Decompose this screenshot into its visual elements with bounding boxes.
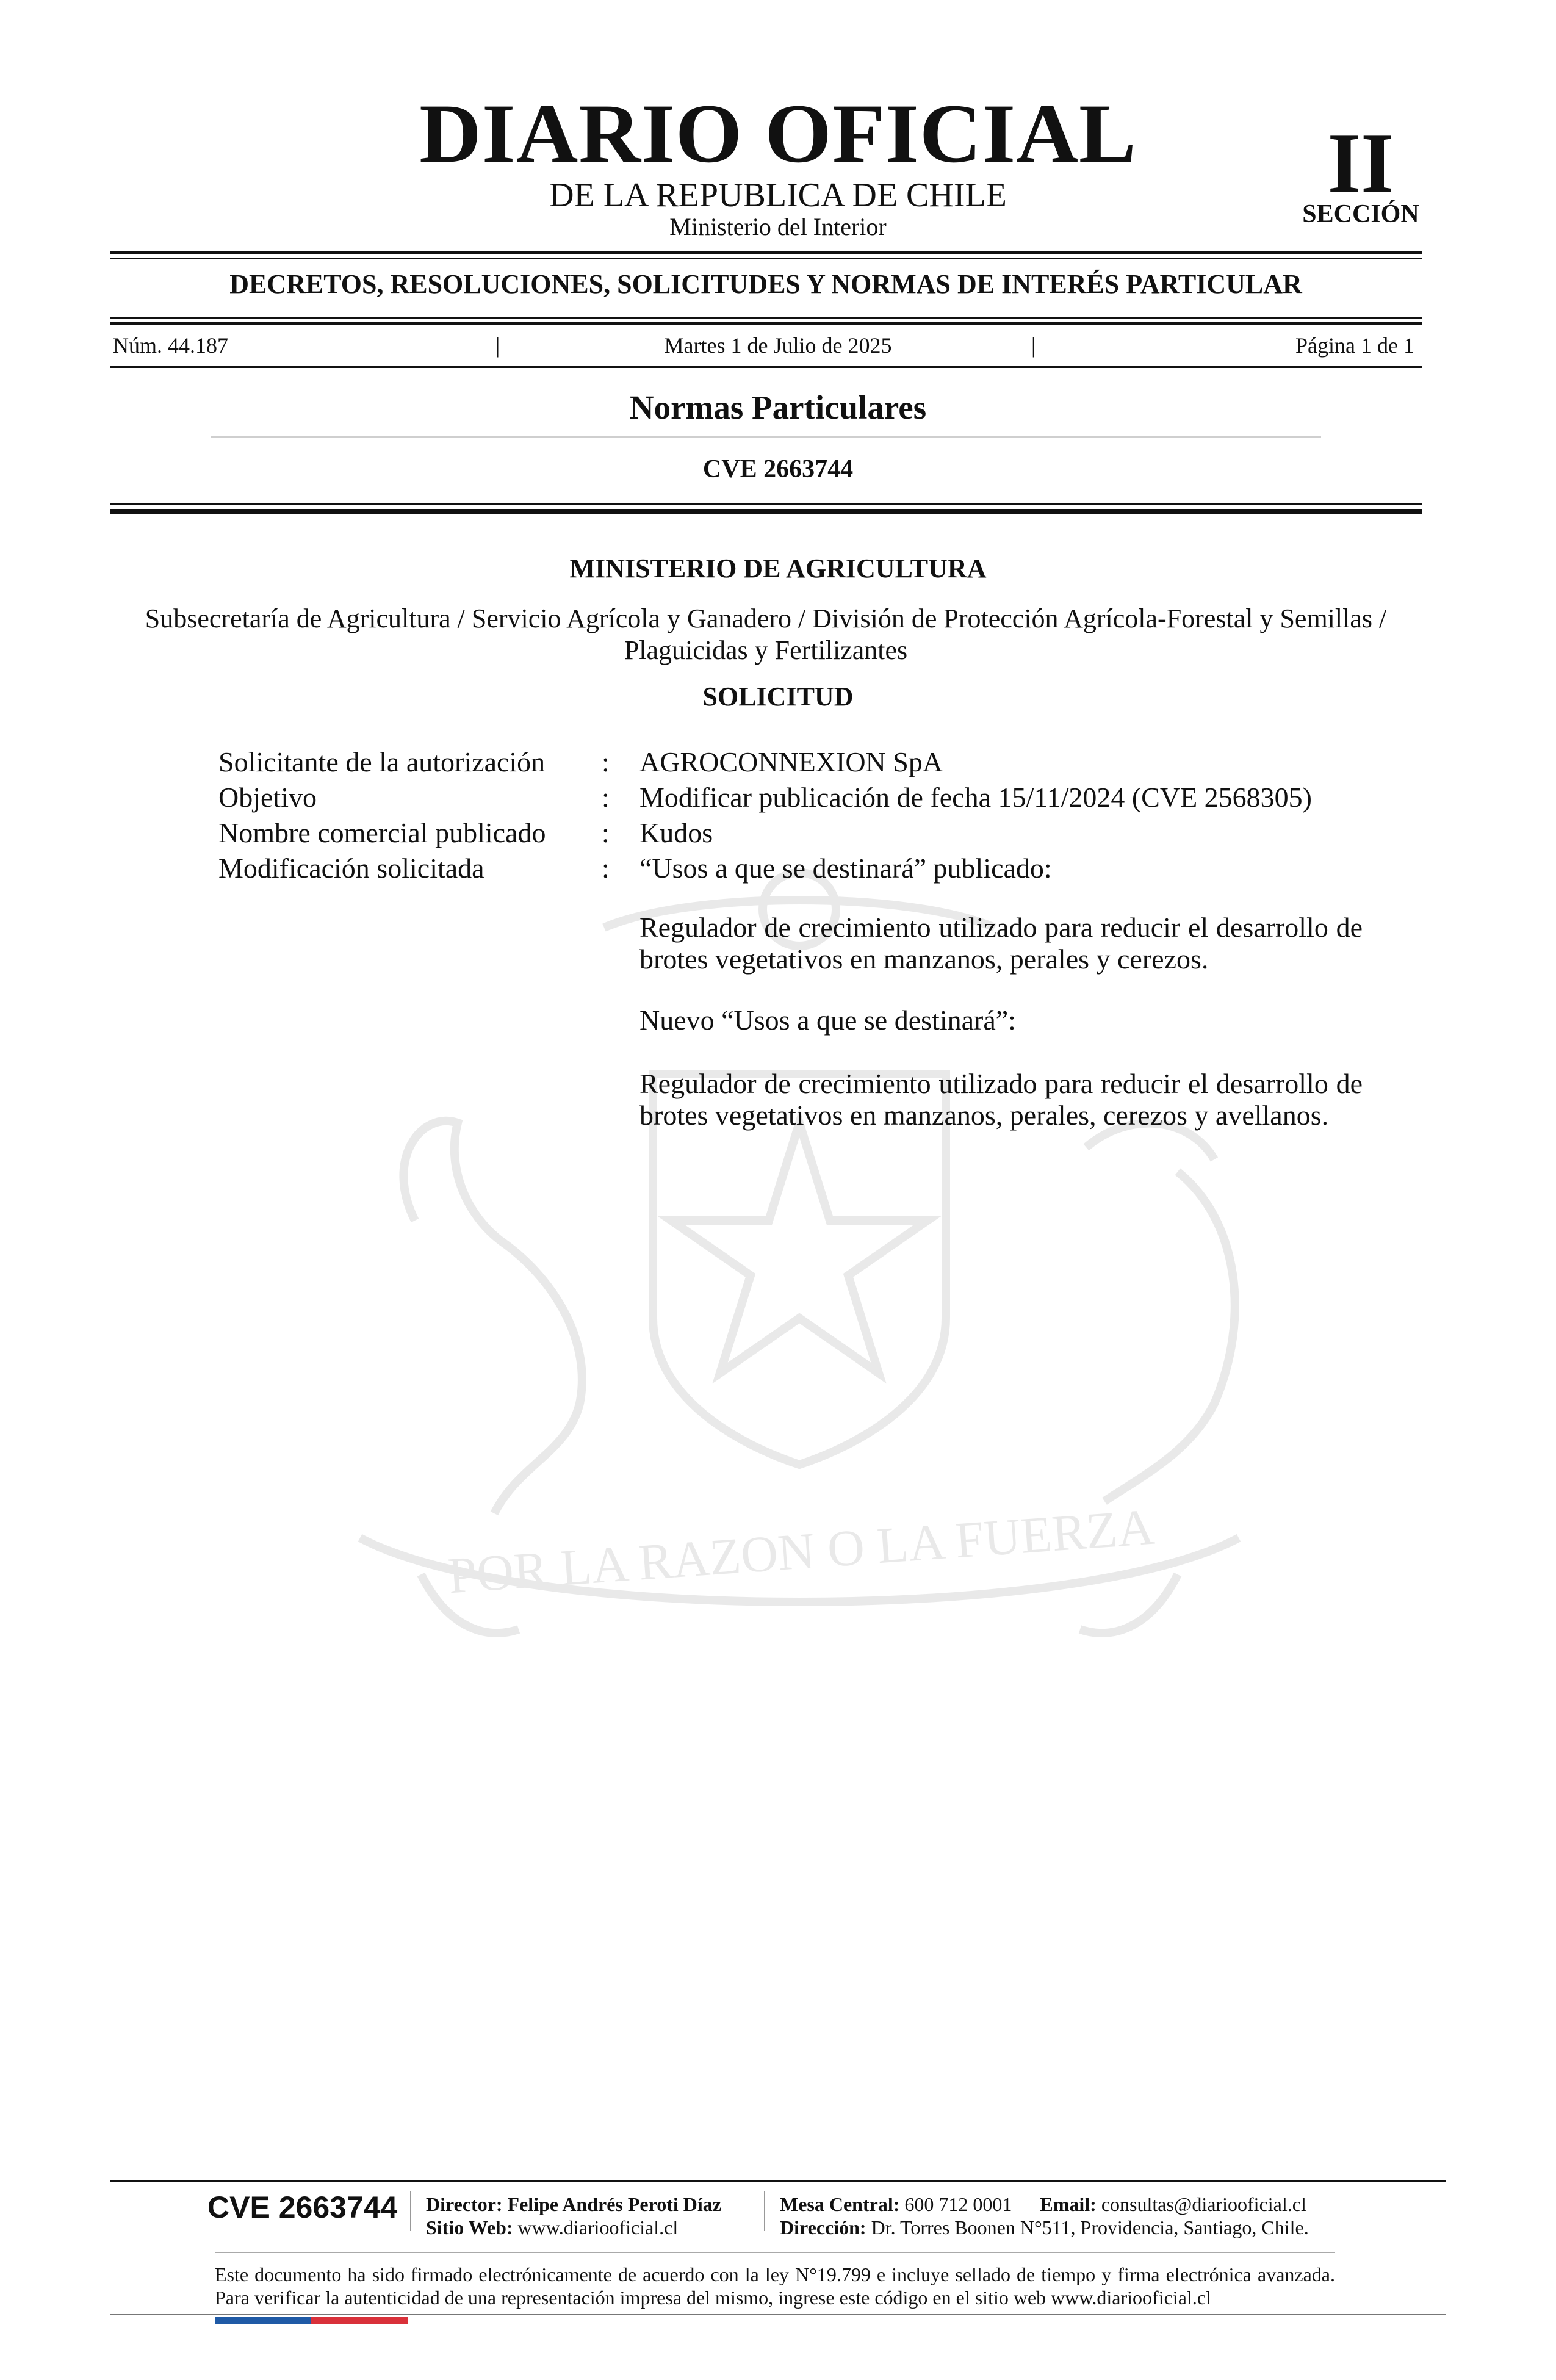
- footer-director-label: Director:: [426, 2193, 503, 2215]
- footer-legal-notice: Este documento ha sido firmado electrónicamente de acuerdo con la ley N°19.799 e incluye sellado de tiempo y firma electrónica avanzada. Para verificar la autenticidad de una representación impresa del mismo, ingrese este código en el sitio web www.diariooficial.cl: [215, 2263, 1335, 2309]
- section-title-underline: [211, 436, 1321, 438]
- ministry-name: MINISTERIO DE AGRICULTURA: [569, 554, 987, 583]
- section-banner: DECRETOS, RESOLUCIONES, SOLICITUDES Y NORMAS DE INTERÉS PARTICULAR: [229, 269, 1302, 299]
- field-label: Solicitante de la autorización: [218, 746, 546, 777]
- footer-divider: [764, 2191, 765, 2231]
- footer-address-label: Dirección:: [780, 2216, 866, 2238]
- field-separator: :: [602, 853, 610, 884]
- masthead-subtitle: DE LA REPUBLICA DE CHILE: [549, 176, 1007, 214]
- field-label: Modificación solicitada: [218, 853, 484, 884]
- footer-director-name: Felipe Andrés Peroti Díaz: [507, 2193, 721, 2215]
- field-separator: :: [602, 746, 610, 777]
- meta-rule: [110, 366, 1422, 368]
- field-separator: :: [602, 817, 610, 848]
- footer-email-link[interactable]: consultas@diariooficial.cl: [1101, 2193, 1306, 2215]
- meta-separator: |: [495, 333, 500, 358]
- footer-contact: [780, 2194, 1306, 2214]
- masthead-title: DIARIO OFICIAL: [419, 87, 1137, 180]
- footer-website-link[interactable]: www.diariooficial.cl: [517, 2216, 679, 2238]
- paragraph-new-uses-heading: Nuevo “Usos a que se destinará”:: [639, 1004, 1016, 1036]
- footer-divider: [410, 2191, 411, 2231]
- masthead-ministry: Ministerio del Interior: [669, 213, 887, 240]
- field-value: “Usos a que se destinará” publicado:: [639, 853, 1052, 884]
- field-separator: :: [602, 782, 610, 813]
- page-count: Página 1 de 1: [1295, 333, 1414, 358]
- footer-email-label: Email:: [1040, 2193, 1097, 2215]
- footer-rule-bottom: [110, 2314, 1446, 2315]
- section-number: II: [1327, 116, 1394, 211]
- paragraph-new-uses: Regulador de crecimiento utilizado para reducir el desarrollo de brotes vegetativos en manzanos, perales, cerezos y avellanos.: [639, 1068, 1363, 1131]
- banner-rule: [110, 322, 1422, 325]
- cve-code: CVE 2663744: [702, 455, 854, 483]
- footer-address-value: Dr. Torres Boonen N°511, Providencia, Santiago, Chile.: [871, 2216, 1309, 2238]
- paragraph-published-uses: Regulador de crecimiento utilizado para reducir el desarrollo de brotes vegetativos en manzanos, perales y cerezos.: [639, 912, 1363, 975]
- issue-date: Martes 1 de Julio de 2025: [664, 333, 892, 358]
- meta-separator: |: [1031, 333, 1036, 358]
- flag-stripe-red: [311, 2317, 408, 2324]
- footer-phone-label: Mesa Central:: [780, 2193, 900, 2215]
- footer-website-label: Sitio Web:: [426, 2216, 513, 2238]
- footer-rule-mid: [215, 2252, 1335, 2253]
- footer-phone-value: 600 712 0001: [904, 2193, 1012, 2215]
- footer-rule-top: [110, 2180, 1446, 2182]
- masthead-rule-thin: [110, 258, 1422, 259]
- masthead-rule-top: [110, 251, 1422, 254]
- footer-cve-code: CVE 2663744: [207, 2190, 398, 2224]
- footer-address: [780, 2218, 1309, 2237]
- flag-stripe-blue: [215, 2317, 311, 2324]
- field-label: Objetivo: [218, 782, 317, 813]
- footer-website: [426, 2218, 678, 2237]
- field-label: Nombre comercial publicado: [218, 817, 546, 848]
- header-end-rule: [110, 509, 1422, 514]
- section-title: Normas Particulares: [629, 389, 927, 426]
- field-value: AGROCONNEXION SpA: [639, 746, 943, 777]
- document-type: SOLICITUD: [702, 682, 854, 712]
- section-label: SECCIÓN: [1302, 200, 1419, 228]
- field-value: Kudos: [639, 817, 713, 848]
- subsecretaria: Subsecretaría de Agricultura / Servicio Agrícola y Ganadero / División de Protección Agrícola-Forestal y Semillas / Plaguicidas y Fertilizantes: [145, 604, 1387, 665]
- footer-director: [426, 2194, 721, 2214]
- coat-of-arms-watermark: [262, 854, 1342, 1697]
- banner-rule-thin: [110, 317, 1422, 319]
- field-value: Modificar publicación de fecha 15/11/2024 (CVE 2568305): [639, 782, 1313, 813]
- header-end-rule-thin: [110, 503, 1422, 505]
- issue-number: Núm. 44.187: [113, 333, 228, 358]
- watermark-motto: POR LA RAZON O LA FUERZA: [446, 1498, 1156, 1605]
